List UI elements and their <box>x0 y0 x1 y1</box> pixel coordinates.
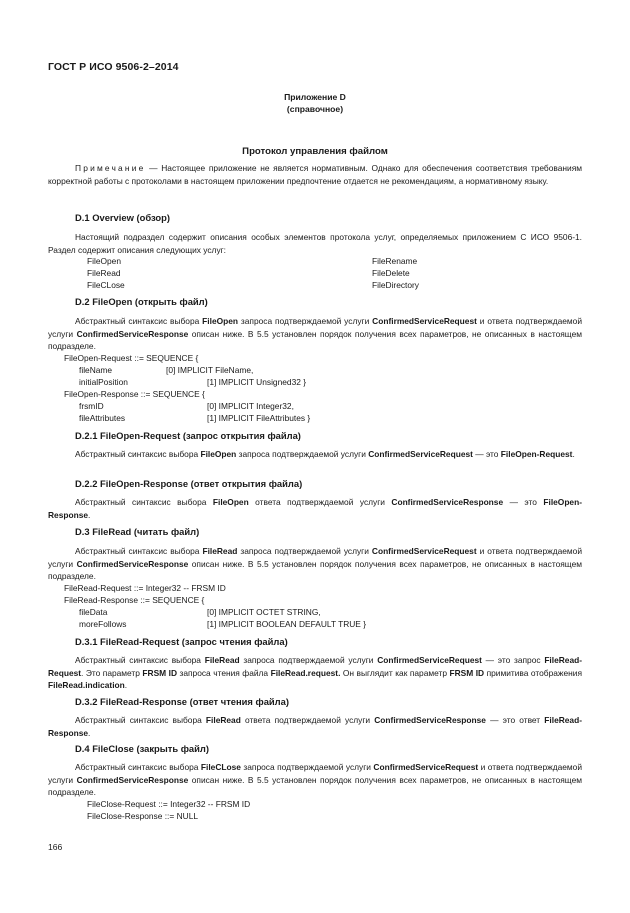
term: FileRead-Request <box>48 655 583 678</box>
term: FileOpen-Request <box>500 449 573 459</box>
text: запроса подтверждаемой услуги <box>240 762 374 772</box>
service-item: FileDelete <box>372 268 410 279</box>
text: — это ответ <box>485 715 545 725</box>
d31-paragraph <box>48 654 582 692</box>
text: и ответа подтверждаемой услуги <box>48 762 582 785</box>
term: FileRead-Response <box>48 715 582 738</box>
text: описан ниже. В 5.5 установлен порядок получения всех параметров, не описанных в настоящем подразделе. <box>48 558 582 581</box>
code-field-name: frsmID <box>79 401 104 411</box>
code-line: FileRead-Response ::= SEQUENCE { <box>64 595 205 605</box>
d2-paragraph <box>48 315 582 353</box>
text: Абстрактный синтаксис выбора <box>75 497 213 507</box>
text: запроса подтверждаемой услуги <box>239 655 378 665</box>
heading-d22: D.2.2 FileOpen-Response (ответ открытия файла) <box>75 478 303 489</box>
code-field-type: [0] IMPLICIT FileName, <box>166 365 254 375</box>
text: Абстрактный синтаксис выбора <box>75 655 205 665</box>
term: FRSM ID <box>142 667 178 678</box>
text: — это <box>472 449 501 459</box>
code-line: FileOpen-Request ::= SEQUENCE { <box>64 353 199 363</box>
code-line: FileClose-Response ::= NULL <box>87 811 199 821</box>
text: и ответа подтверждаемой услуги <box>48 546 583 569</box>
d22-paragraph <box>48 496 582 521</box>
code-field-type: [0] IMPLICIT OCTET STRING, <box>207 607 321 617</box>
term: FileRead <box>202 546 238 556</box>
d4-paragraph <box>48 761 582 799</box>
text: ответа подтверждаемой услуги <box>248 497 392 507</box>
text: . <box>88 509 91 520</box>
code-line: FileOpen-Response ::= SEQUENCE { <box>64 389 205 399</box>
text: ответа подтверждаемой услуги <box>240 715 375 725</box>
code-line: FileRead-Request ::= Integer32 -- FRSM ID <box>64 583 226 593</box>
text: Абстрактный синтаксис выбора <box>75 762 201 772</box>
d1-text: Настоящий подраздел содержит описания особых элементов протокола услуг, определяемых приложением С ИСО 9506-1. Раздел содержит описания следующих услуг: <box>48 232 582 255</box>
code-field-type: [0] IMPLICIT Integer32, <box>207 401 294 411</box>
text: . Это параметр <box>81 667 143 678</box>
text: . <box>88 727 91 738</box>
heading-d31: D.3.1 FileRead-Request (запрос чтения файла) <box>75 636 288 647</box>
text: — это запрос <box>481 655 545 665</box>
term: FRSM ID <box>449 667 485 678</box>
standard-number: ГОСТ Р ИСО 9506-2–2014 <box>48 61 179 73</box>
code-field-type: [1] IMPLICIT BOOLEAN DEFAULT TRUE } <box>207 619 367 629</box>
term: FileRead <box>205 715 241 725</box>
note-label: Примечание <box>75 163 146 173</box>
term: ConfirmedServiceResponse <box>374 715 486 725</box>
text: Абстрактный синтаксис выбора <box>75 715 206 725</box>
text: описан ниже. В 5.5 установлен порядок получения всех параметров, не описанных в настоящем подразделе. <box>48 774 582 797</box>
code-field-name: initialPosition <box>79 377 128 387</box>
term: FileRead <box>204 655 240 665</box>
term: FileOpen-Response <box>48 497 582 520</box>
term: FileOpen <box>212 497 249 507</box>
text: Абстрактный синтаксис выбора <box>75 316 203 326</box>
text: запроса подтверждаемой услуги <box>237 546 372 556</box>
note-paragraph <box>48 162 582 187</box>
code-field-name: fileName <box>79 365 113 375</box>
term: ConfirmedServiceRequest <box>377 655 482 665</box>
code-line: FileClose-Request ::= Integer32 -- FRSM ID <box>87 799 251 809</box>
term: ConfirmedServiceResponse <box>76 328 189 339</box>
heading-d1: D.1 Overview (обзор) <box>75 212 171 223</box>
note-text: — Настоящее приложение не является нормативным. Однако для обеспечения соответствия требованиям корректной работы с протоколами в настоящем приложении предпочтение отдается не рекомендациям, а нормативному языку. <box>48 163 582 186</box>
term: FileRead.request. <box>270 667 341 678</box>
text: . <box>124 680 128 690</box>
services-left-list <box>87 255 125 291</box>
text: . <box>572 449 575 459</box>
text: запроса подтверждаемой услуги <box>236 449 369 459</box>
term: ConfirmedServiceResponse <box>76 774 189 785</box>
d21-paragraph <box>48 448 582 461</box>
page-number: 166 <box>48 842 63 852</box>
text: и ответа подтверждаемой услуги <box>48 316 583 339</box>
term: ConfirmedServiceRequest <box>373 762 479 772</box>
code-field-type: [1] IMPLICIT Unsigned32 } <box>207 377 307 387</box>
text: запроса чтения файла <box>177 667 271 678</box>
text: описан ниже. В 5.5 установлен порядок получения всех параметров, не описанных в настоящем подразделе. <box>48 328 582 351</box>
code-field-name: fileAttributes <box>79 413 126 423</box>
text: — это <box>503 497 544 507</box>
heading-d21: D.2.1 FileOpen-Request (запрос открытия файла) <box>75 430 301 441</box>
service-item: FileCLose <box>87 280 125 291</box>
term: FileOpen <box>202 316 239 326</box>
code-field-name: moreFollows <box>79 619 127 629</box>
term: ConfirmedServiceResponse <box>391 497 504 507</box>
term: ConfirmedServiceRequest <box>371 546 477 556</box>
service-item: FileRead <box>87 268 121 279</box>
heading-d32: D.3.2 FileRead-Response (ответ чтения файла) <box>75 696 289 707</box>
services-right-list <box>372 255 419 291</box>
annex-title: Приложение D <box>284 92 346 102</box>
code-field-name: fileData <box>79 607 108 617</box>
term: FileRead.indication <box>48 680 125 690</box>
text: примитива отображения <box>484 667 583 678</box>
service-item: FileOpen <box>87 256 121 266</box>
term: ConfirmedServiceRequest <box>372 316 477 326</box>
service-item: FileRename <box>372 256 418 266</box>
heading-d3: D.3 FileRead (читать файл) <box>75 526 200 537</box>
term: ConfirmedServiceResponse <box>76 558 189 569</box>
text: Абстрактный синтаксис выбора <box>75 546 203 556</box>
d1-paragraph <box>48 231 582 256</box>
main-title: Протокол управления файлом <box>242 146 388 157</box>
d3-paragraph <box>48 545 582 583</box>
heading-d4: D.4 FileClose (закрыть файл) <box>75 743 209 754</box>
term: FileOpen <box>200 449 237 459</box>
service-item: FileDirectory <box>372 280 419 291</box>
term: FileCLose <box>200 762 241 772</box>
d32-paragraph <box>48 714 582 739</box>
term: ConfirmedServiceRequest <box>368 449 473 459</box>
code-field-type: [1] IMPLICIT FileAttributes } <box>207 413 311 423</box>
text: Он выглядит как параметр <box>340 667 450 678</box>
text: Абстрактный синтаксис выбора <box>75 449 201 459</box>
annex-status: (справочное) <box>286 104 344 114</box>
text: запроса подтверждаемой услуги <box>238 316 373 326</box>
heading-d2: D.2 FileOpen (открыть файл) <box>75 296 208 307</box>
